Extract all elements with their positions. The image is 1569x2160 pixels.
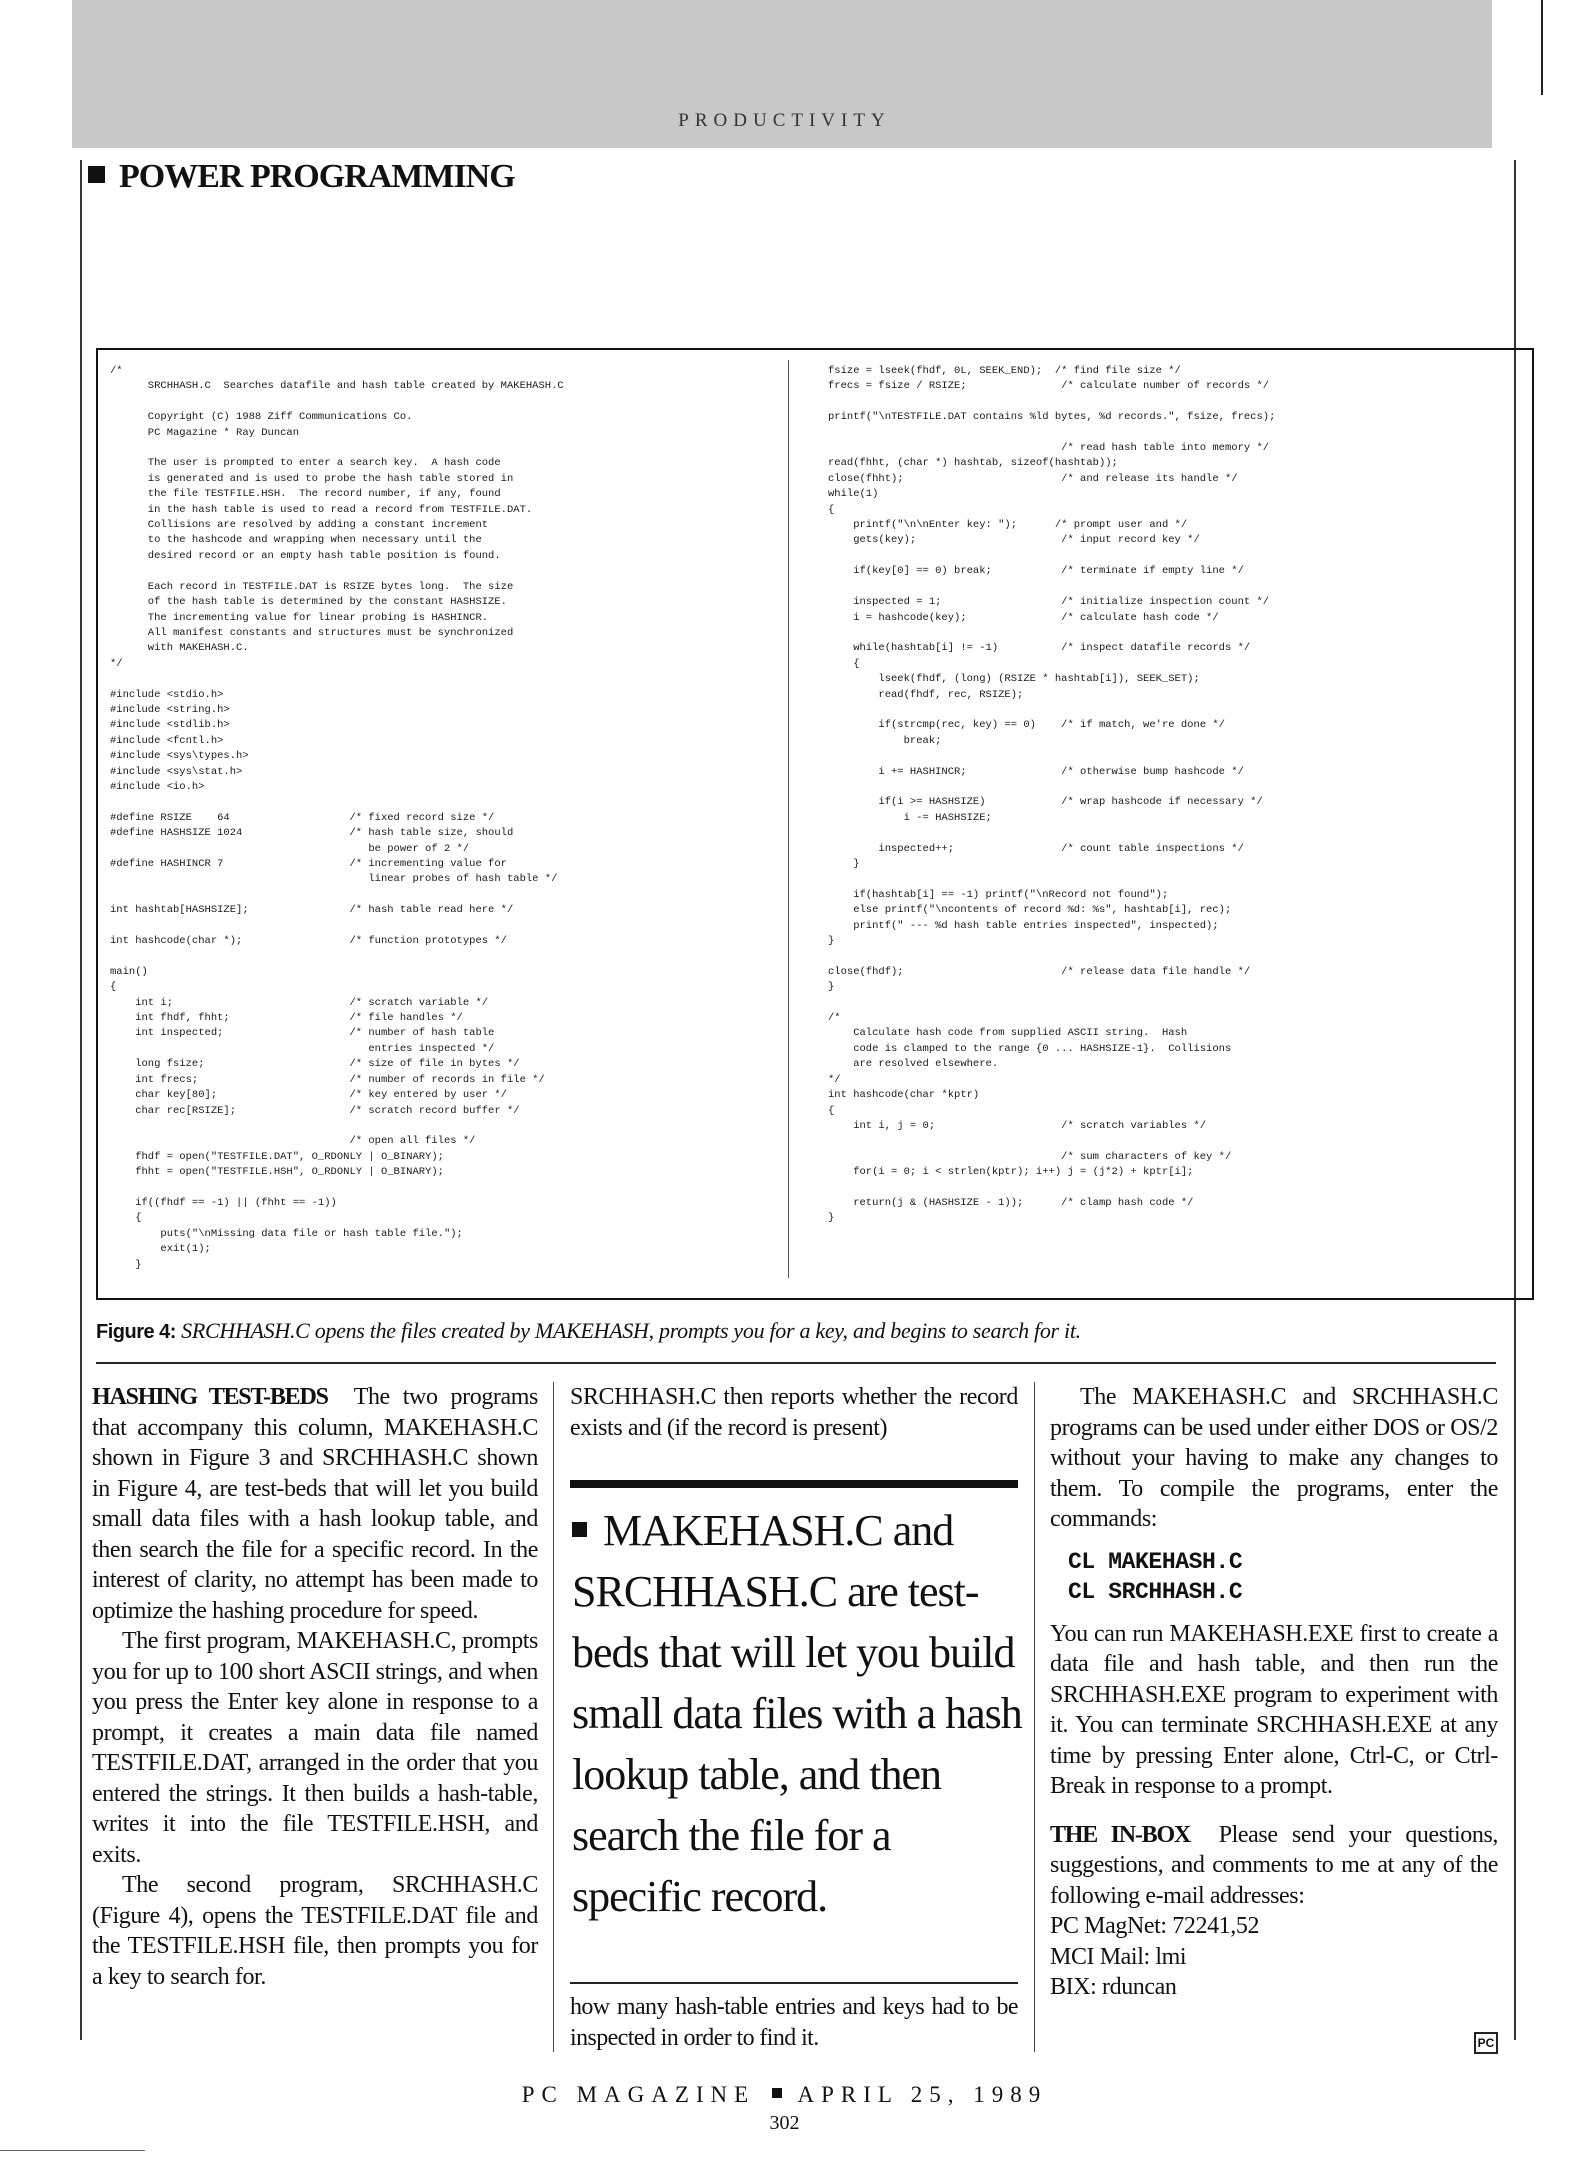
page-footer [0, 2082, 1569, 2108]
figure-caption [96, 1318, 1081, 1344]
caption-rule [96, 1362, 1496, 1364]
compile-command: CL MAKEHASH.C [1068, 1548, 1243, 1575]
column-rule-1 [553, 1382, 554, 2052]
pullquote [572, 1500, 1022, 1927]
subhead-hashing-test-beds: HASHING TEST-BEDS [92, 1384, 328, 1410]
pullquote-top-bar [570, 1480, 1018, 1488]
paragraph: The second program, SRCHHASH.C (Figure 4), opens the TESTFILE.DAT file and the TESTFILE.HSH file, then prompts you for a key to search for. [92, 1872, 538, 1990]
listing-divider [788, 360, 789, 1278]
paragraph: SRCHHASH.C then reports whether the record exists and (if the record is present) [570, 1384, 1018, 1441]
pc-end-mark-icon: PC [1474, 2032, 1498, 2054]
bottom-rule [0, 2150, 145, 2151]
article-column-2 [570, 1382, 1018, 1443]
paragraph: how many hash-table entries and keys had to be inspected in order to find it. [570, 1994, 1018, 2051]
edge-rule [1541, 0, 1543, 95]
pullquote-text: MAKEHASH.C and SRCHHASH.C are test-beds that will let you build small data files with a hash lookup table, and then search the file for a specific record. [572, 1506, 1022, 1921]
figure-4-listing [96, 348, 1534, 1300]
email-address: BIX: rduncan [1050, 1974, 1177, 2000]
code-listing-left: /* SRCHHASH.C Searches datafile and hash table created by MAKEHASH.C Copyright (C) 1988 Ziff Communications Co. PC Magazine * Ray Duncan The user is prompted to enter a search key. A hash code is generated and is used to probe the hash table stored in the file TESTFILE.HSH. The record number, if any, found in the hash table is used to read a record from TESTFILE.DAT. Collisions are resolved by adding a constant increment to the hashcode and wrapping when necessary until the desired record or an empty hash table position is found. Each record in TESTFILE.DAT is RSIZE bytes long. The size of the hash table is determined by the constant HASHSIZE. The incrementing value for linear probing is HASHINCR. All manifest constants and structures must be synchronized with MAKEHASH.C. */ #include <stdio.h> #include <string.h> #include <stdlib.h> #include <fcntl.h> #include <sys\types.h> #include <sys\stat.h> #include <io.h> #define RSIZE 64 /* fixed record size */ #define HASHSIZE 1024 /* hash table size, should be power of 2 */ #define HASHINCR 7 /* incrementing value for linear probes of hash table */ int hashtab[HASHSIZE]; /* hash table read here */ int hashcode(char *); /* function prototypes */ main() { int i; /* scratch variable */ int fhdf, fhht; /* file handles */ int inspected; /* number of hash table entries inspected */ long fsize; /* size of file in bytes */ int frecs; /* number of records in file */ char key[80]; /* key entered by user */ char rec[RSIZE]; /* scratch record buffer */ /* open all files */ fhdf = open("TESTFILE.DAT", O_RDONLY | O_BINARY); fhht = open("TESTFILE.HSH", O_RDONLY | O_BINARY); if((fhdf == -1) || (fhht == -1)) { puts("\nMissing data file or hash table file."); exit(1); } [110, 365, 564, 1271]
article-column-1 [92, 1382, 538, 1992]
paragraph: Please send your questions, suggestions, and comments to me at any of the following e-mail addresses: [1050, 1821, 1499, 1909]
left-frame-rule [80, 160, 82, 2040]
pullquote-bottom-rule [570, 1982, 1018, 1984]
subhead-in-box: THE IN-BOX [1050, 1821, 1191, 1848]
caption-label: Figure 4: [96, 1321, 176, 1343]
magazine-name: PC MAGAZINE [521, 2082, 756, 2107]
column-title [88, 158, 515, 196]
article-column-3 [1050, 1382, 1498, 2003]
page-number: 302 [769, 2112, 800, 2134]
issue-date: APRIL 25, 1989 [797, 2082, 1048, 2107]
section-label: PRODUCTIVITY [678, 110, 891, 131]
email-address: PC MagNet: 72241,52 [1050, 1913, 1260, 1939]
compile-command: CL SRCHHASH.C [1068, 1578, 1243, 1605]
paragraph: The MAKEHASH.C and SRCHHASH.C programs can be used under either DOS or OS/2 without your having to make any changes to them. To compile the programs, enter the commands: [1050, 1384, 1498, 1532]
code-listing-right: fsize = lseek(fhdf, 0L, SEEK_END); /* find file size */ frecs = fsize / RSIZE; /* calculate number of records */ printf("\nTESTFILE.DAT contains %ld bytes, %d records.", fsize, frecs); /* read hash table into memory */ read(fhht, (char *) hashtab, sizeof(hashtab)); close(fhht); /* and release its handle */ while(1) { printf("\n\nEnter key: "); /* prompt user and */ gets(key); /* input record key */ if(key[0] == 0) break; /* terminate if empty line */ inspected = 1; /* initialize inspection count */ i = hashcode(key); /* calculate hash code */ while(hashtab[i] != -1) /* inspect datafile records */ { lseek(fhdf, (long) (RSIZE * hashtab[i]), SEEK_SET); read(fhdf, rec, RSIZE); if(strcmp(rec, key) == 0) /* if match, we're done */ break; i += HASHINCR; /* otherwise bump hashcode */ if(i >= HASHSIZE) /* wrap hashcode if necessary */ i -= HASHSIZE; inspected++; /* count table inspections */ } if(hashtab[i] == -1) printf("\nRecord not found"); else printf("\ncontents of record %d: %s", hashtab[i], rec); printf(" --- %d hash table entries inspected", inspected); } close(fhdf); /* release data file handle */ } /* Calculate hash code from supplied ASCII string. Hash code is clamped to the range {0 ... HASHSIZE-1}. Collisions are resolved elsewhere. */ int hashcode(char *kptr) { int i, j = 0; /* scratch variables */ /* sum characters of key */ for(i = 0; i < strlen(kptr); i++) j = (j*2) + kptr[i]; return(j & (HASHSIZE - 1)); /* clamp hash code */ } [828, 365, 1276, 1225]
bullet-square-icon [88, 166, 105, 183]
paragraph: The two programs that accompany this column, MAKEHASH.C shown in Figure 3 and SRCHHASH.C shown in Figure 4, are test-beds that will let you build small data files with a hash lookup table, and then search the file for a specific record. In the interest of clarity, no attempt has been made to optimize the hashing procedure for speed. [92, 1384, 538, 1624]
column-rule-2 [1034, 1382, 1035, 2052]
paragraph: You can run MAKEHASH.EXE first to create a data file and hash table, and then run the SRCHHASH.EXE program to experiment with it. You can terminate SRCHHASH.EXE at any time by pressing Enter alone, Ctrl-C, or Ctrl-Break in response to a prompt. [1050, 1620, 1498, 1799]
caption-text: SRCHHASH.C opens the files created by MAKEHASH, prompts you for a key, and begins to search for it. [181, 1318, 1081, 1343]
email-address: MCI Mail: lmi [1050, 1943, 1187, 1970]
bullet-square-icon [572, 1522, 587, 1537]
bullet-square-icon [772, 2088, 782, 2098]
paragraph: The first program, MAKEHASH.C, prompts you for up to 100 short ASCII strings, and when you press the Enter key alone in response to a prompt, it creates a main data file named TESTFILE.DAT, arranged in the order that you entered the strings. It then builds a hash-table, writes it into the file TESTFILE.HSH, and exits. [92, 1628, 538, 1868]
column-title-text: POWER PROGRAMMING [119, 158, 515, 195]
